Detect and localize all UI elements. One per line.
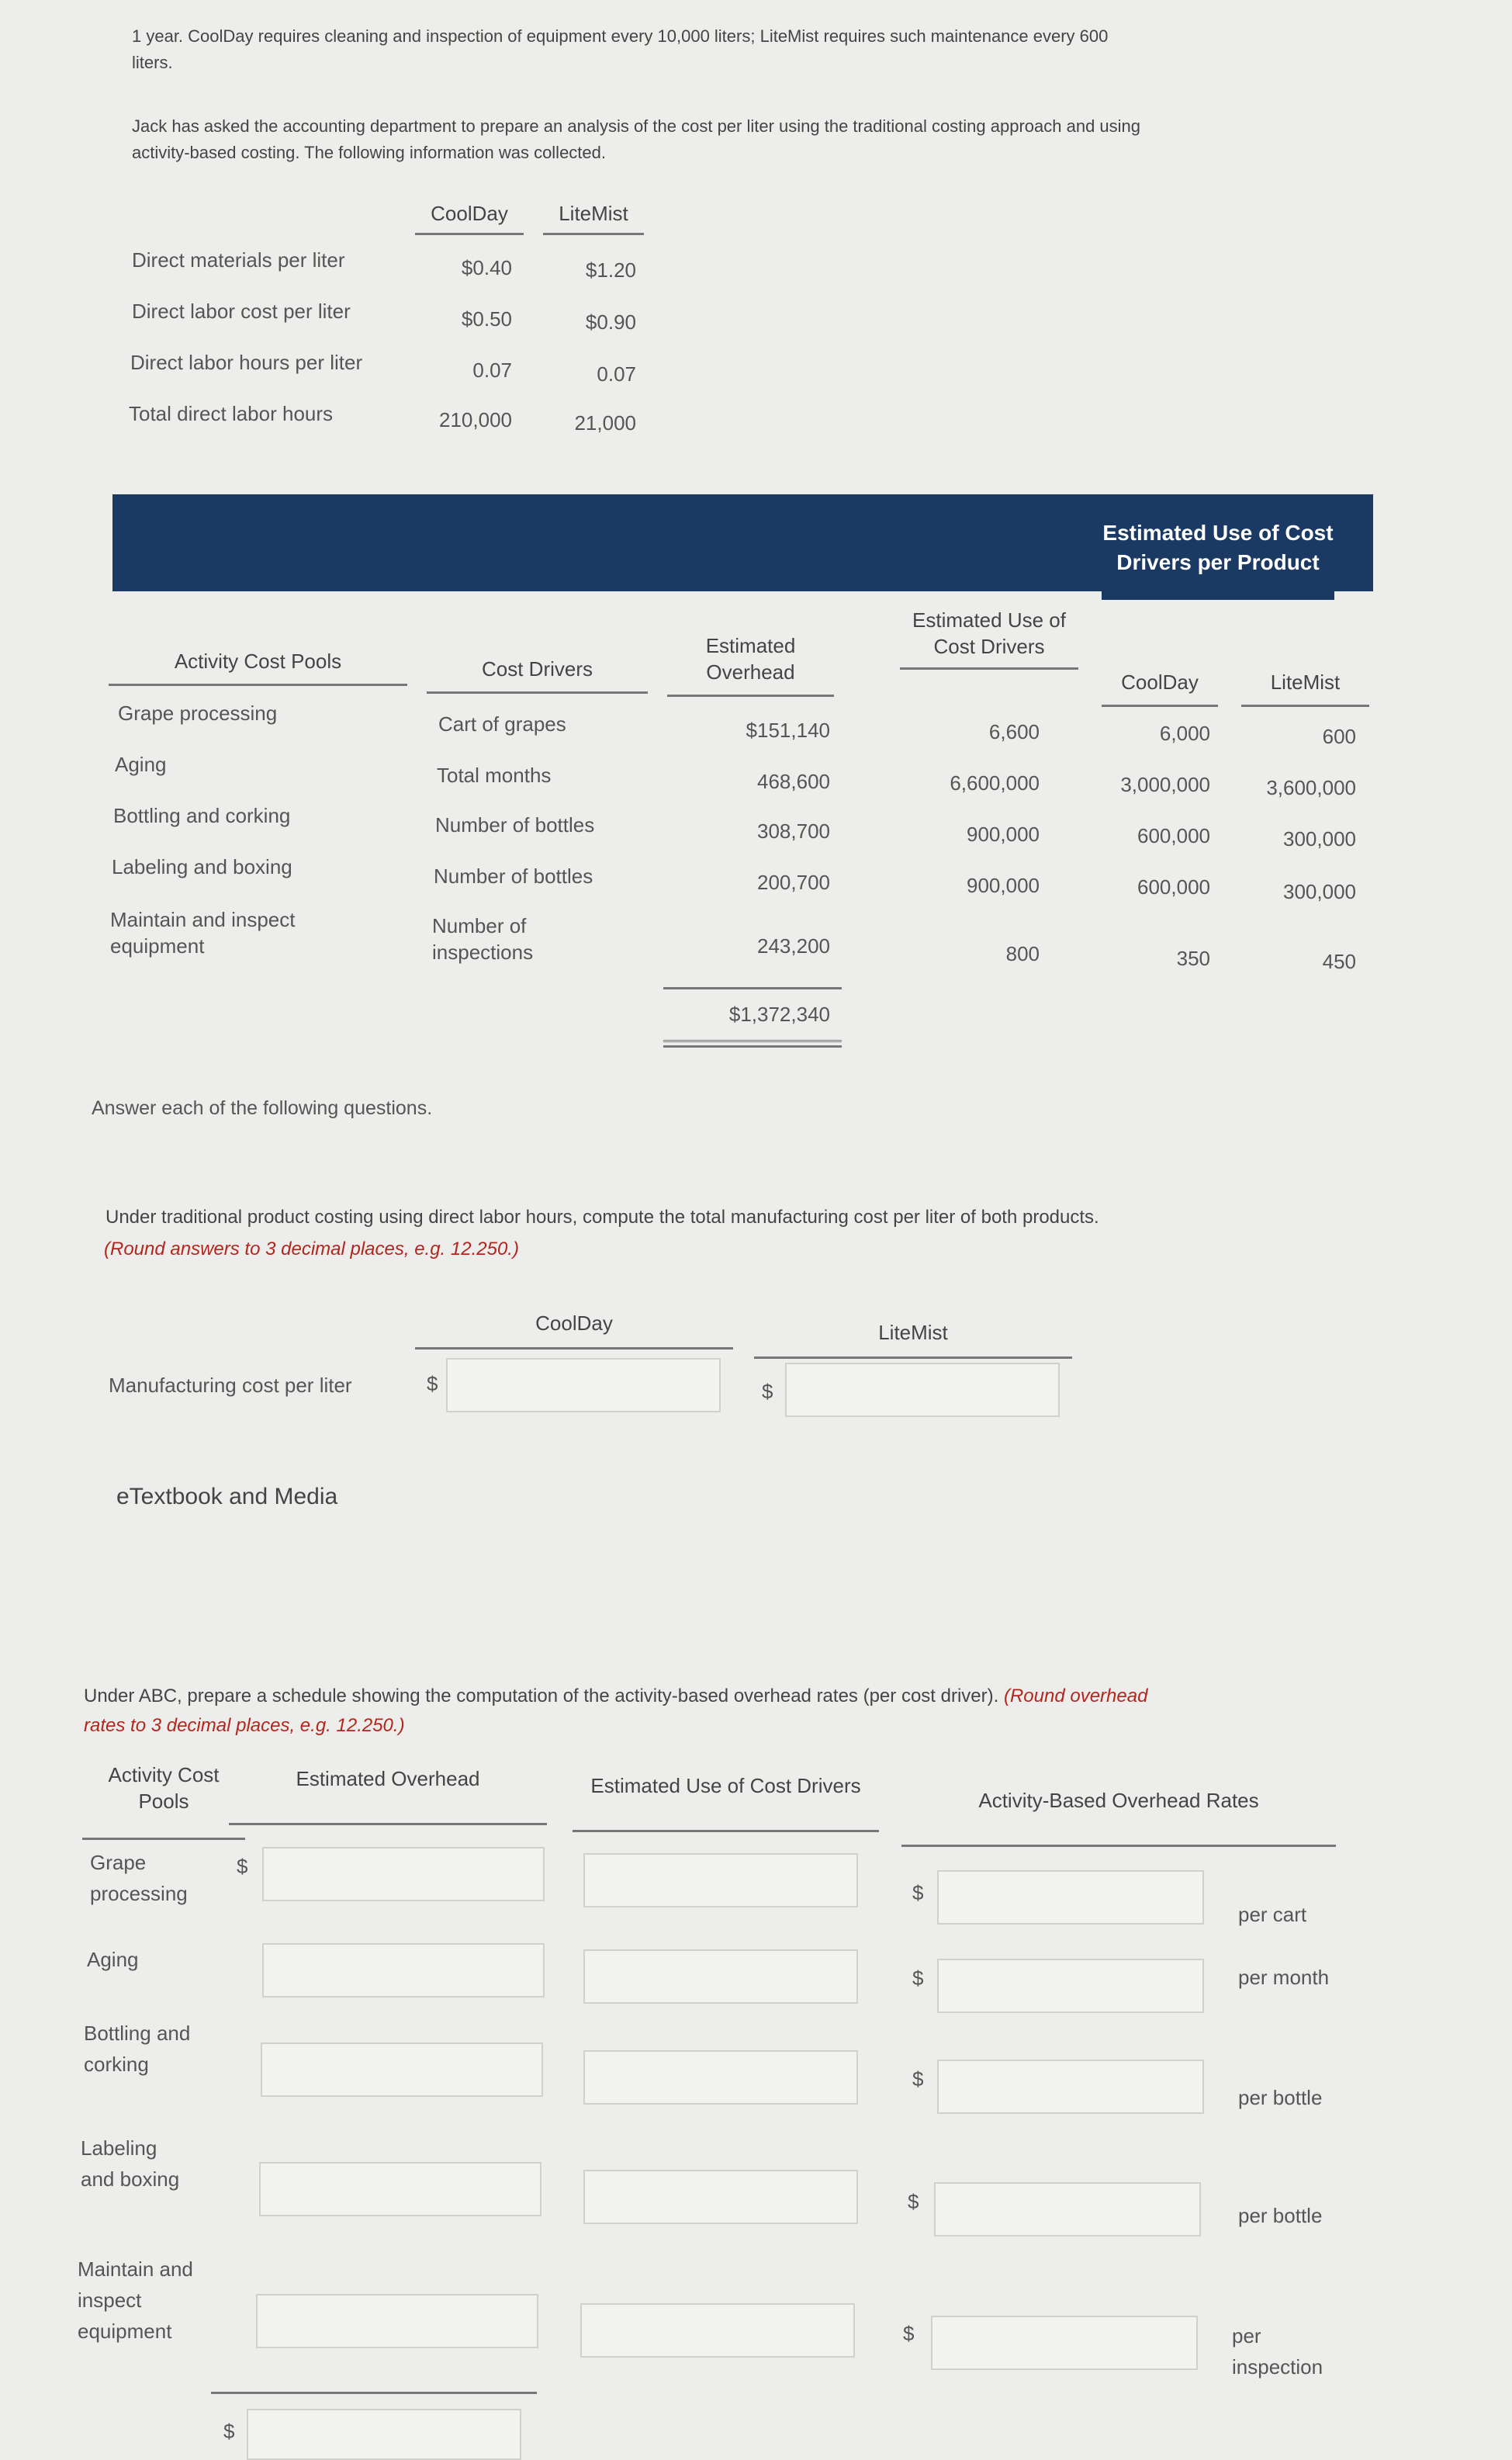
- activity-row-pool: Grape processing: [118, 702, 278, 725]
- activity-col-driver: Cost Drivers: [427, 656, 648, 694]
- product-cell-litemist: 0.07: [597, 362, 636, 386]
- activity-row-use: 800: [1005, 942, 1040, 965]
- activity-row-overhead: 468,600: [757, 770, 830, 793]
- intro-line-2b: activity-based costing. The following information was collected.: [132, 143, 607, 162]
- product-cell-litemist: 21,000: [574, 411, 636, 435]
- q2-rate-input[interactable]: [937, 1870, 1204, 1925]
- q2-overhead-input[interactable]: [262, 1847, 545, 1901]
- q2-overhead-input[interactable]: [261, 2042, 543, 2097]
- q2-row-dollar: $: [237, 1855, 248, 1878]
- product-row-label: Total direct labor hours: [129, 402, 334, 425]
- activity-col-use: Estimated Use of Cost Drivers: [900, 607, 1078, 670]
- activity-row-use: 900,000: [967, 823, 1040, 846]
- activity-row-litemist: 300,000: [1283, 880, 1356, 903]
- q2-overhead-input[interactable]: [262, 1943, 545, 1997]
- activity-row-litemist: 300,000: [1283, 827, 1356, 851]
- q2-rate-unit: per bottle: [1238, 2086, 1323, 2109]
- q2-rate-dollar: $: [912, 2067, 924, 2091]
- q1-coolday-input[interactable]: [446, 1358, 721, 1412]
- activity-row-driver: Number of inspections: [432, 914, 534, 964]
- q2-overhead-input[interactable]: [256, 2294, 538, 2348]
- product-row-label: Direct labor hours per liter: [130, 351, 363, 374]
- product-col-litemist: LiteMist: [543, 200, 644, 235]
- product-cell-coolday: $0.50: [461, 307, 512, 331]
- q2-use-input[interactable]: [583, 1949, 858, 2004]
- activity-row-pool: Bottling and corking: [113, 804, 291, 827]
- q2-rate-unit: per bottle: [1238, 2204, 1323, 2227]
- activity-row-overhead: 243,200: [757, 934, 830, 958]
- activity-row-overhead: $151,140: [746, 719, 830, 742]
- q1-dollar-coolday: $: [427, 1372, 438, 1395]
- activity-row-use: 900,000: [967, 874, 1040, 897]
- q1-dollar-litemist: $: [762, 1380, 773, 1403]
- q2-col-use: Estimated Use of Cost Drivers: [573, 1772, 879, 1832]
- intro-paragraph-1: [132, 23, 1358, 76]
- q2-rate-dollar: $: [908, 2190, 919, 2213]
- product-cell-coolday: 0.07: [472, 359, 512, 382]
- product-cell-coolday: 210,000: [439, 408, 512, 431]
- q2-row-pool: Labeling and boxing: [81, 2136, 180, 2191]
- q2-rate-dollar: $: [903, 2322, 915, 2345]
- q2-rate-dollar: $: [912, 1966, 924, 1990]
- etextbook-media-link[interactable]: eTextbook and Media: [116, 1484, 338, 1509]
- cost-driver-banner: Estimated Use of Cost Drivers per Product: [1102, 518, 1334, 600]
- activity-row-use: 6,600: [988, 720, 1040, 743]
- q2-rate-dollar: $: [912, 1881, 924, 1904]
- q2-use-input[interactable]: [580, 2303, 855, 2358]
- q2-rate-unit: per cart: [1238, 1903, 1307, 1926]
- q2-use-input[interactable]: [583, 2050, 858, 2105]
- activity-row-overhead: 308,700: [757, 819, 830, 843]
- q1-rounding-note: (Round answers to 3 decimal places, e.g. 12.250.): [104, 1239, 519, 1259]
- q2-total-overhead-input[interactable]: [247, 2409, 521, 2460]
- activity-col-overhead: Estimated Overhead: [667, 632, 834, 697]
- q2-use-input[interactable]: [583, 1853, 858, 1907]
- q2-text: [84, 1686, 1341, 1707]
- activity-row-driver: Total months: [437, 764, 552, 787]
- answer-prompt: Answer each of the following questions.: [92, 1097, 433, 1119]
- q2-rate-input[interactable]: [934, 2182, 1201, 2237]
- total-rule-bottom: [663, 1040, 842, 1048]
- activity-row-overhead: 200,700: [757, 871, 830, 894]
- q1-col-coolday: CoolDay: [415, 1310, 733, 1350]
- q1-litemist-input[interactable]: [785, 1363, 1060, 1417]
- activity-row-coolday: 350: [1176, 947, 1210, 970]
- q2-rate-unit: per inspection: [1232, 2324, 1323, 2379]
- q2-row-pool: Aging: [87, 1948, 139, 1971]
- q2-row-pool: Bottling and corking: [84, 2022, 191, 2076]
- activity-row-pool: Maintain and inspect equipment: [110, 908, 296, 958]
- product-cell-litemist: $1.20: [585, 258, 636, 282]
- q2-rate-unit: per month: [1238, 1966, 1330, 1989]
- product-row-label: Direct materials per liter: [132, 248, 345, 272]
- q1-col-litemist: LiteMist: [754, 1319, 1072, 1359]
- activity-row-use: 6,600,000: [950, 771, 1040, 795]
- activity-row-coolday: 600,000: [1137, 824, 1210, 847]
- activity-total-overhead: $1,372,340: [728, 1003, 830, 1026]
- activity-row-coolday: 6,000: [1159, 722, 1210, 745]
- q2-overhead-input[interactable]: [259, 2162, 541, 2216]
- q2-total-rule: [211, 2392, 537, 2394]
- q2-rounding-note-b: rates to 3 decimal places, e.g. 12.250.): [84, 1715, 405, 1736]
- activity-row-litemist: 600: [1322, 725, 1356, 748]
- q2-total-dollar: $: [223, 2420, 235, 2443]
- q2-col-pool: Activity Cost Pools: [82, 1762, 245, 1840]
- intro-line-1: 1 year. CoolDay requires cleaning and inspection of equipment every 10,000 liters; LiteMist requires such maintenance every 600: [132, 26, 1109, 46]
- activity-col-litemist: LiteMist: [1241, 669, 1369, 707]
- intro-paragraph-2: [132, 113, 1358, 166]
- product-cell-coolday: $0.40: [461, 256, 512, 279]
- activity-row-driver: Cart of grapes: [438, 712, 566, 736]
- q2-col-rate: Activity-Based Overhead Rates: [901, 1787, 1336, 1847]
- activity-row-litemist: 3,600,000: [1266, 776, 1356, 799]
- intro-line-2: Jack has asked the accounting department to prepare an analysis of the cost per liter using the traditional costing approach and using: [132, 116, 1141, 136]
- product-cell-litemist: $0.90: [585, 310, 636, 334]
- activity-row-driver: Number of bottles: [434, 864, 593, 888]
- q1-row-label: Manufacturing cost per liter: [109, 1374, 352, 1397]
- product-col-coolday: CoolDay: [415, 200, 524, 235]
- q1-text: Under traditional product costing using direct labor hours, compute the total manufacturing cost per liter of both products.: [106, 1207, 1099, 1228]
- q2-rounding-note-a: (Round overhead: [1003, 1686, 1148, 1706]
- q2-col-overhead: Estimated Overhead: [229, 1765, 547, 1825]
- q2-rate-input[interactable]: [937, 2060, 1204, 2114]
- activity-row-litemist: 450: [1322, 950, 1356, 973]
- intro-line-1b: liters.: [132, 53, 173, 72]
- q2-row-pool: Grape processing: [90, 1851, 188, 1905]
- total-rule-top: [663, 987, 842, 989]
- activity-row-coolday: 600,000: [1137, 875, 1210, 899]
- activity-col-coolday: CoolDay: [1102, 669, 1218, 707]
- activity-row-pool: Aging: [115, 753, 167, 776]
- q2-use-input[interactable]: [583, 2170, 858, 2224]
- activity-row-driver: Number of bottles: [435, 813, 595, 837]
- q2-row-pool: Maintain and inspect equipment: [78, 2257, 193, 2343]
- activity-row-pool: Labeling and boxing: [112, 855, 292, 878]
- q2-rate-input[interactable]: [931, 2316, 1198, 2370]
- activity-col-pool: Activity Cost Pools: [109, 648, 407, 686]
- product-row-label: Direct labor cost per liter: [132, 300, 351, 323]
- q2-text-main: Under ABC, prepare a schedule showing the computation of the activity-based overhead rates (per cost driver).: [84, 1686, 999, 1706]
- q2-rate-input[interactable]: [937, 1959, 1204, 2013]
- activity-row-coolday: 3,000,000: [1120, 773, 1210, 796]
